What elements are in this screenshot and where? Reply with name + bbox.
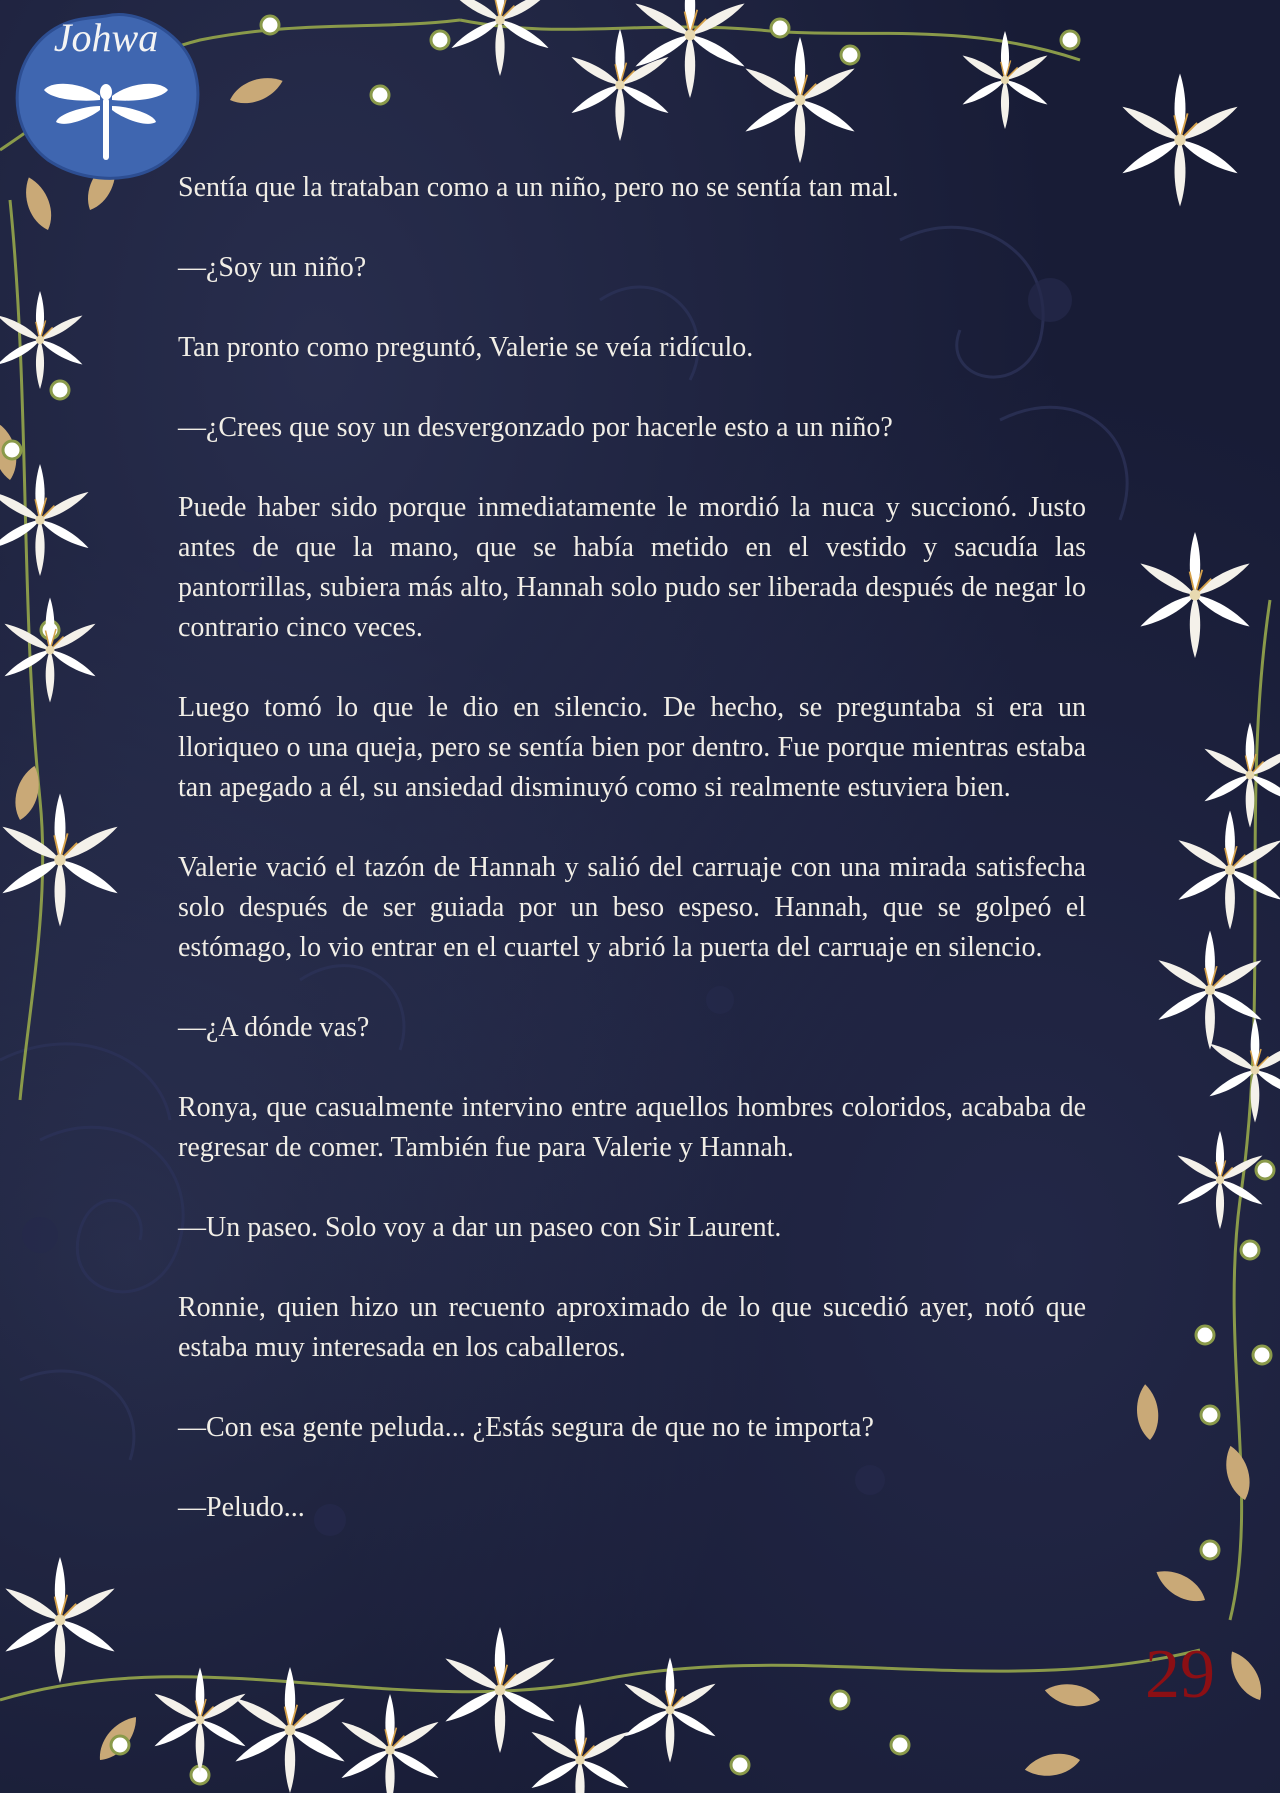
page-number: 29 bbox=[1145, 1636, 1215, 1713]
logo-text: Johwa bbox=[53, 15, 159, 60]
paragraph: Valerie vació el tazón de Hannah y salió del carruaje con una mirada satisfecha solo después de ser guiada por un beso espeso. Hannah, que se golpeó el estómago, lo vio entrar en el cuartel y abrió la puerta del carruaje en silencio. bbox=[178, 852, 1086, 963]
paragraph: —¿Soy un niño? bbox=[178, 252, 367, 283]
paragraph: Sentía que la trataban como a un niño, pero no se sentía tan mal. bbox=[178, 172, 899, 203]
paragraph: —¿Crees que soy un desvergonzado por hacerle esto a un niño? bbox=[178, 412, 893, 443]
paragraph: —Peludo... bbox=[178, 1492, 305, 1523]
paragraph: Luego tomó lo que le dio en silencio. De hecho, se preguntaba si era un lloriqueo o una queja, pero se sentía bien por dentro. Fue porque mientras estaba tan apegado a él, su ansiedad disminuyó como si realmente estuviera bien. bbox=[178, 692, 1086, 803]
paragraph: Tan pronto como preguntó, Valerie se veía ridículo. bbox=[178, 332, 754, 363]
paragraph: Ronya, que casualmente intervino entre aquellos hombres coloridos, acababa de regresar de comer. También fue para Valerie y Hannah. bbox=[178, 1092, 1086, 1163]
publisher-logo bbox=[12, 10, 200, 182]
chapter-text bbox=[178, 168, 1086, 1568]
paragraph: Puede haber sido porque inmediatamente le mordió la nuca y succionó. Justo antes de que la mano, que se había metido en el vestido y sacudía las pantorrillas, subiera más alto, Hannah solo pudo ser liberada después de negar lo contrario cinco veces. bbox=[178, 492, 1086, 643]
paragraph: Ronnie, quien hizo un recuento aproximado de lo que sucedió ayer, notó que estaba muy interesada en los caballeros. bbox=[178, 1292, 1086, 1363]
paragraph: —Un paseo. Solo voy a dar un paseo con Sir Laurent. bbox=[178, 1212, 782, 1243]
paragraph: —¿A dónde vas? bbox=[178, 1012, 370, 1043]
paragraph: —Con esa gente peluda... ¿Estás segura de que no te importa? bbox=[178, 1412, 874, 1443]
